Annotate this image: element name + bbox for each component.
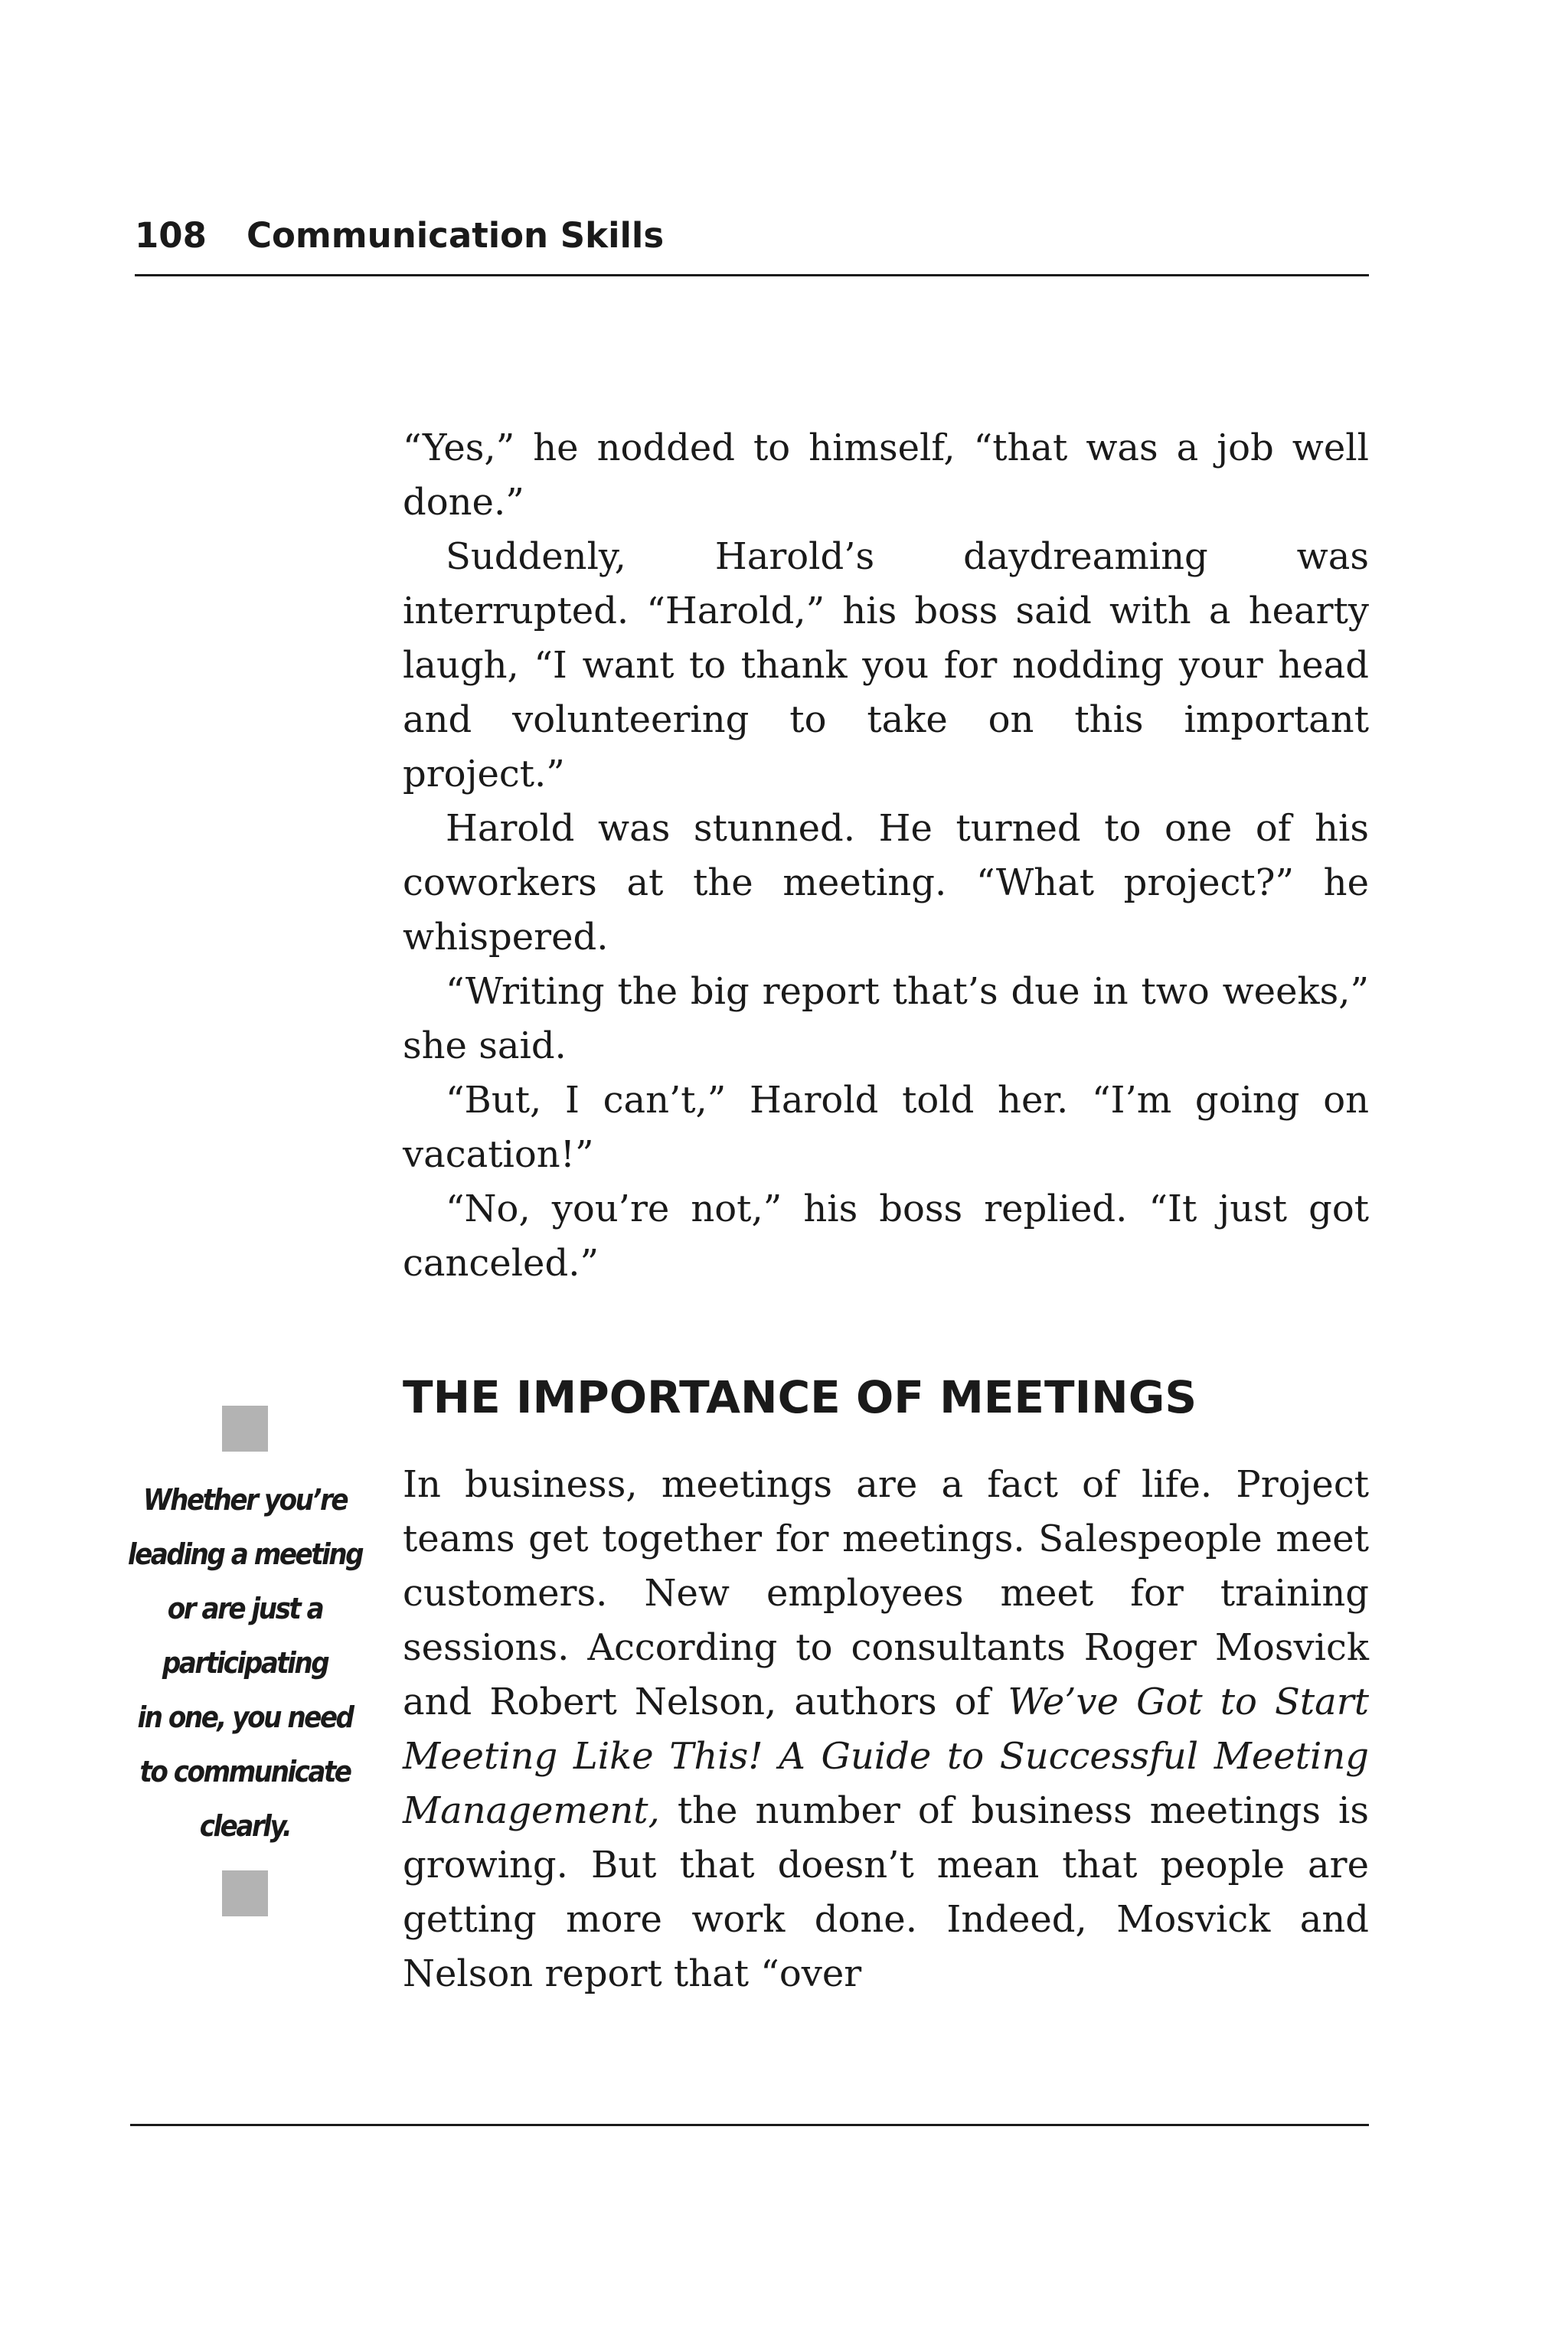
- pull-quote-line: clearly.: [199, 1809, 291, 1843]
- section-heading: THE IMPORTANCE OF MEETINGS: [403, 1371, 1197, 1423]
- section-paragraph: [403, 1458, 1369, 2001]
- paragraph-text-before-title: In business, meetings are a fact of life. Project teams get together for meetings. Salespeople meet customers. New employees meet for training sessions. According to consultants Roger Mosvick and Robert Nelson, authors of: [403, 1463, 1369, 1723]
- book-title: We’ve Got to Start Meeting Like This! A Guide to Successful Meeting Management,: [403, 1681, 1369, 1832]
- story-paragraph: “No, you’re not,” his boss replied. “It just got canceled.”: [403, 1187, 1369, 1285]
- footer-rule: [130, 2124, 1369, 2126]
- sidebar-pull-quote: [122, 1406, 368, 1916]
- page-number: 108: [135, 215, 207, 256]
- running-header: [135, 213, 1369, 276]
- pull-quote-line: or are just a: [167, 1592, 323, 1625]
- bottom-square-ornament: [222, 1870, 268, 1916]
- story-paragraph: Suddenly, Harold’s daydreaming was interrupted. “Harold,” his boss said with a hearty laugh, “I want to thank you for nodding your head and volunteering to take on this important project.”: [403, 535, 1369, 795]
- pull-quote-line: participating: [162, 1646, 328, 1680]
- pull-quote-line: leading a meeting: [127, 1537, 363, 1571]
- pull-quote-line: in one, you need: [137, 1700, 353, 1734]
- story-paragraph: “But, I can’t,” Harold told her. “I’m going on vacation!”: [403, 1079, 1369, 1176]
- section-body: [403, 1458, 1369, 2001]
- pull-quote-line: Whether you’re: [142, 1483, 348, 1517]
- running-title: Communication Skills: [246, 215, 665, 256]
- top-square-ornament: [222, 1406, 268, 1452]
- paragraph-text-after-title: the number of business meetings is growing. But that doesn’t mean that people are getting more work done. Indeed, Mosvick and Nelson report that “over: [403, 1789, 1369, 1995]
- story-paragraph: “Yes,” he nodded to himself, “that was a job well done.”: [403, 426, 1369, 524]
- story-paragraph: Harold was stunned. He turned to one of his coworkers at the meeting. “What project?” he whispered.: [403, 807, 1369, 959]
- pull-quote-line: to communicate: [139, 1755, 351, 1788]
- story-paragraph: “Writing the big report that’s due in two weeks,” she said.: [403, 970, 1369, 1067]
- story-text: [403, 421, 1369, 1291]
- pull-quote-text: [122, 1473, 368, 1854]
